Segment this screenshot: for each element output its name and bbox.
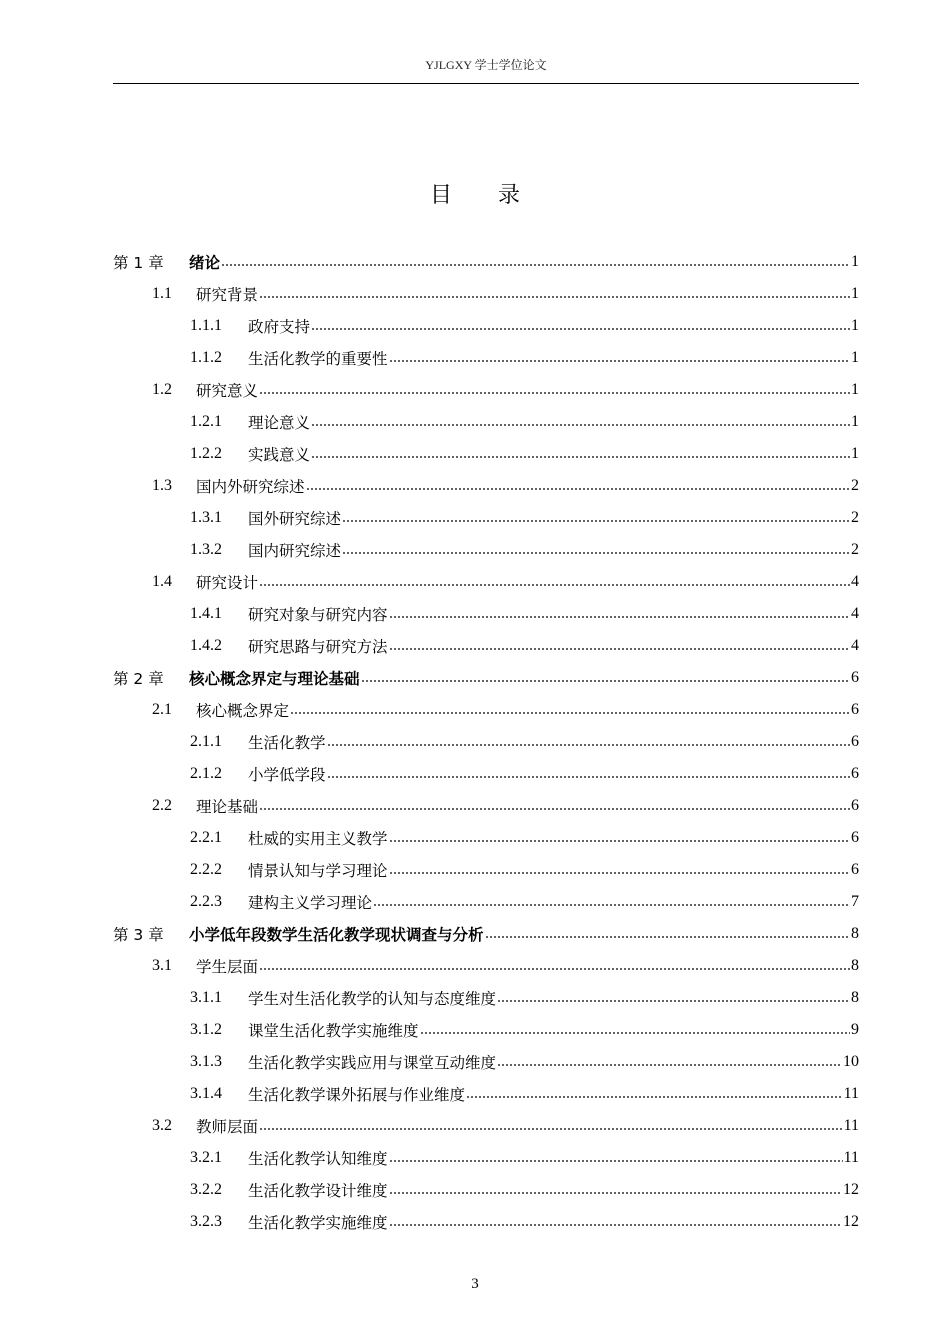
toc-dot-leader: [306, 488, 850, 490]
toc-entry-number: 3.1.3: [190, 1053, 222, 1070]
toc-entry-page: 1: [851, 445, 859, 462]
toc-dot-leader: [485, 936, 850, 938]
toc-entry-label: 建构主义学习理论: [248, 894, 373, 912]
toc-entry[interactable]: [113, 1110, 859, 1142]
toc-entry-label: 核心概念界定: [196, 702, 290, 720]
toc-entry-number: 1.1.2: [190, 349, 222, 366]
toc-dot-leader: [373, 904, 850, 906]
toc-entry-label: 实践意义: [248, 446, 311, 464]
toc-entry-number: 3.2.3: [190, 1213, 222, 1230]
toc-dot-leader: [290, 712, 850, 714]
toc-dot-leader: [361, 680, 850, 682]
toc-entry[interactable]: [113, 822, 859, 854]
toc-entry-number: 3.2.1: [190, 1149, 222, 1166]
toc-entry[interactable]: [113, 1078, 859, 1110]
toc-dot-leader: [259, 968, 850, 970]
toc-entry-label: 研究意义: [196, 382, 259, 400]
toc-dot-leader: [259, 392, 850, 394]
toc-entry-page: 1: [851, 253, 859, 270]
toc-entry-page: 8: [851, 925, 859, 942]
toc-entry[interactable]: [113, 1174, 859, 1206]
toc-entry[interactable]: [113, 790, 859, 822]
toc-dot-leader: [259, 1128, 843, 1130]
toc-entry-label: 国外研究综述: [248, 510, 342, 528]
toc-entry[interactable]: [113, 310, 859, 342]
toc-dot-leader: [311, 328, 850, 330]
toc-entry[interactable]: [113, 342, 859, 374]
toc-entry-number: 3.1.1: [190, 989, 222, 1006]
toc-entry-label: 杜威的实用主义教学: [248, 830, 388, 848]
toc-entry-label: 生活化教学的重要性: [248, 350, 388, 368]
toc-entry[interactable]: [113, 982, 859, 1014]
toc-dot-leader: [497, 1064, 842, 1066]
toc-entry-number: 2.2.3: [190, 893, 222, 910]
toc-entry[interactable]: [113, 502, 859, 534]
page-header: YJLGXY 学士学位论文: [425, 58, 547, 72]
toc-entry-page: 8: [851, 957, 859, 974]
toc-entry-label: 生活化教学设计维度: [248, 1182, 388, 1200]
toc-entry-number: 1.4.1: [190, 605, 222, 622]
toc-entry-label: 生活化教学实践应用与课堂互动维度: [248, 1054, 497, 1072]
toc-entry[interactable]: [113, 278, 859, 310]
toc-entry-number: 1.2.1: [190, 413, 222, 430]
toc-dot-leader: [389, 1192, 842, 1194]
toc-entry-label: 理论意义: [248, 414, 311, 432]
toc-entry-label: 研究背景: [196, 286, 259, 304]
toc-entry-number: 第 1 章: [113, 254, 164, 272]
toc-entry-page: 9: [851, 1021, 859, 1038]
toc-entry-number: 3.2.2: [190, 1181, 222, 1198]
toc-entry-page: 2: [851, 477, 859, 494]
toc-entry-page: 8: [851, 989, 859, 1006]
toc-entry-label: 小学低学段: [248, 766, 326, 784]
toc-entry-number: 2.2.1: [190, 829, 222, 846]
toc-entry-page: 6: [851, 829, 859, 846]
toc-entry-number: 3.1: [152, 957, 172, 974]
toc-entry-label: 研究对象与研究内容: [248, 606, 388, 624]
toc-dot-leader: [389, 360, 850, 362]
toc-entry-number: 2.1.1: [190, 733, 222, 750]
toc-entry[interactable]: [113, 438, 859, 470]
toc-entry-page: 1: [851, 413, 859, 430]
toc-entry-number: 1.2: [152, 381, 172, 398]
toc-entry-page: 12: [843, 1181, 859, 1198]
toc-dot-leader: [389, 1224, 842, 1226]
toc-entry-page: 11: [843, 1085, 859, 1102]
toc-dot-leader: [389, 616, 850, 618]
toc-entry[interactable]: [113, 1206, 859, 1238]
toc-dot-leader: [342, 552, 850, 554]
toc-entry-label: 核心概念界定与理论基础: [189, 670, 360, 688]
toc-entry-number: 1.1.1: [190, 317, 222, 334]
toc-entry-page: 6: [851, 861, 859, 878]
toc-entry[interactable]: [113, 886, 859, 918]
toc-entry-page: 1: [851, 317, 859, 334]
toc-entry-number: 2.1: [152, 701, 172, 718]
toc-entry[interactable]: [113, 566, 859, 598]
toc-entry-page: 4: [851, 605, 859, 622]
toc-entry-label: 研究设计: [196, 574, 259, 592]
toc-entry-label: 国内外研究综述: [196, 478, 305, 496]
toc-entry[interactable]: [113, 726, 859, 758]
toc-entry-number: 第 2 章: [113, 670, 164, 688]
toc-entry-page: 6: [851, 765, 859, 782]
toc-entry[interactable]: [113, 1046, 859, 1078]
toc-entry[interactable]: [113, 406, 859, 438]
toc-entry-page: 7: [851, 893, 859, 910]
toc-entry-label: 绪论: [189, 254, 221, 272]
toc-entry[interactable]: [113, 950, 859, 982]
toc-entry-page: 12: [843, 1213, 859, 1230]
toc-entry-label: 学生层面: [196, 958, 259, 976]
toc-dot-leader: [259, 808, 850, 810]
toc-dot-leader: [311, 456, 850, 458]
toc-entry[interactable]: [113, 662, 859, 694]
toc-dot-leader: [389, 648, 850, 650]
toc-entry-page: 4: [851, 573, 859, 590]
toc-dot-leader: [342, 520, 850, 522]
toc-entry-page: 6: [851, 669, 859, 686]
toc-entry[interactable]: [113, 918, 859, 950]
toc-entry-number: 3.1.4: [190, 1085, 222, 1102]
toc-entry-page: 4: [851, 637, 859, 654]
toc-entry-page: 11: [843, 1117, 859, 1134]
toc-entry-page: 6: [851, 797, 859, 814]
toc-entry-label: 生活化教学课外拓展与作业维度: [248, 1086, 466, 1104]
toc-entry-page: 11: [843, 1149, 859, 1166]
toc-entry-page: 6: [851, 701, 859, 718]
toc-entry-label: 小学低年段数学生活化教学现状调查与分析: [189, 926, 484, 944]
toc-entry[interactable]: [113, 630, 859, 662]
toc-entry[interactable]: [113, 534, 859, 566]
toc-entry-label: 国内研究综述: [248, 542, 342, 560]
toc-entry-page: 10: [843, 1053, 859, 1070]
page-number: 3: [471, 1276, 479, 1292]
toc-dot-leader: [497, 1000, 850, 1002]
toc-dot-leader: [327, 744, 850, 746]
toc-dot-leader: [389, 872, 850, 874]
toc-entry-number: 1.4.2: [190, 637, 222, 654]
toc-entry-page: 1: [851, 349, 859, 366]
toc-entry-page: 1: [851, 285, 859, 302]
toc-dot-leader: [259, 584, 850, 586]
toc-entry-label: 生活化教学实施维度: [248, 1214, 388, 1232]
table-of-contents: [113, 246, 859, 1238]
toc-entry-number: 1.4: [152, 573, 172, 590]
toc-entry[interactable]: [113, 470, 859, 502]
toc-dot-leader: [221, 264, 850, 266]
toc-entry-number: 1.3.2: [190, 541, 222, 558]
toc-entry-label: 理论基础: [196, 798, 259, 816]
toc-dot-leader: [259, 296, 850, 298]
toc-entry-page: 2: [851, 541, 859, 558]
toc-entry-label: 研究思路与研究方法: [248, 638, 388, 656]
toc-entry[interactable]: [113, 1014, 859, 1046]
toc-entry[interactable]: [113, 1142, 859, 1174]
toc-entry-label: 生活化教学认知维度: [248, 1150, 388, 1168]
toc-entry-number: 第 3 章: [113, 926, 164, 944]
toc-entry-page: 2: [851, 509, 859, 526]
toc-entry-number: 2.2: [152, 797, 172, 814]
toc-entry[interactable]: [113, 246, 859, 278]
header-rule: [113, 83, 859, 84]
toc-entry[interactable]: [113, 758, 859, 790]
toc-entry-number: 2.1.2: [190, 765, 222, 782]
toc-entry[interactable]: [113, 374, 859, 406]
toc-entry-label: 学生对生活化教学的认知与态度维度: [248, 990, 497, 1008]
toc-dot-leader: [420, 1032, 850, 1034]
toc-entry-label: 课堂生活化教学实施维度: [248, 1022, 419, 1040]
toc-entry-number: 1.3: [152, 477, 172, 494]
toc-entry-number: 3.2: [152, 1117, 172, 1134]
toc-entry-number: 3.1.2: [190, 1021, 222, 1038]
toc-entry-number: 1.3.1: [190, 509, 222, 526]
toc-dot-leader: [389, 840, 850, 842]
toc-entry-number: 2.2.2: [190, 861, 222, 878]
toc-entry-label: 政府支持: [248, 318, 311, 336]
toc-entry-label: 教师层面: [196, 1118, 259, 1136]
toc-entry-page: 1: [851, 381, 859, 398]
toc-entry[interactable]: [113, 854, 859, 886]
toc-entry[interactable]: [113, 694, 859, 726]
toc-dot-leader: [327, 776, 850, 778]
toc-title: 目录: [429, 183, 566, 208]
toc-dot-leader: [389, 1160, 843, 1162]
toc-entry[interactable]: [113, 598, 859, 630]
toc-dot-leader: [466, 1096, 843, 1098]
toc-entry-number: 1.2.2: [190, 445, 222, 462]
toc-entry-number: 1.1: [152, 285, 172, 302]
toc-dot-leader: [311, 424, 850, 426]
toc-entry-label: 生活化教学: [248, 734, 326, 752]
toc-entry-page: 6: [851, 733, 859, 750]
toc-entry-label: 情景认知与学习理论: [248, 862, 388, 880]
